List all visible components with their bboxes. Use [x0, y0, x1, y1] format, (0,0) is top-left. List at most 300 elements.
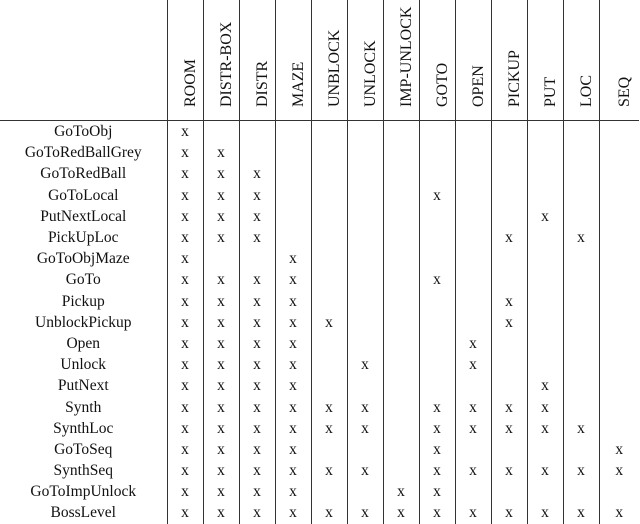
empty-cell — [203, 248, 239, 269]
empty-cell — [599, 269, 639, 290]
row-label: Open — [66, 334, 101, 352]
empty-cell — [347, 163, 383, 184]
empty-cell — [455, 142, 491, 163]
empty-cell — [527, 163, 563, 184]
empty-cell — [275, 206, 311, 227]
empty-cell — [527, 185, 563, 206]
column-header-label: DISTR — [254, 60, 271, 107]
column-header — [527, 0, 563, 121]
check-mark-cell: x — [239, 163, 275, 184]
empty-cell — [599, 163, 639, 184]
empty-cell — [383, 163, 419, 184]
table-row — [0, 396, 639, 417]
column-header-label: PUT — [542, 76, 559, 107]
column-header — [563, 0, 599, 121]
check-mark-cell: x — [491, 418, 527, 439]
check-mark-cell: x — [203, 460, 239, 481]
empty-cell — [455, 206, 491, 227]
row-label: GoToObj — [54, 123, 113, 141]
check-mark-cell: x — [239, 269, 275, 290]
check-mark-cell: x — [167, 269, 203, 290]
empty-cell — [347, 312, 383, 333]
check-mark-cell: x — [239, 460, 275, 481]
empty-cell — [599, 185, 639, 206]
column-header-label: MAZE — [290, 61, 307, 107]
table-row — [0, 163, 639, 184]
row-label: PutNext — [57, 377, 109, 395]
empty-cell — [599, 227, 639, 248]
row-label: BossLevel — [50, 504, 116, 522]
empty-cell — [455, 291, 491, 312]
check-mark-cell: x — [455, 418, 491, 439]
empty-cell — [491, 375, 527, 396]
empty-cell — [275, 185, 311, 206]
empty-cell — [527, 142, 563, 163]
check-mark-cell: x — [347, 460, 383, 481]
column-header-label: GOTO — [434, 62, 451, 107]
empty-cell — [599, 418, 639, 439]
empty-cell — [275, 121, 311, 143]
empty-cell — [563, 121, 599, 143]
row-label: SynthLoc — [53, 419, 114, 437]
empty-cell — [383, 418, 419, 439]
table-row — [0, 375, 639, 396]
empty-cell — [347, 333, 383, 354]
check-mark-cell: x — [599, 460, 639, 481]
check-mark-cell: x — [419, 269, 455, 290]
column-header — [383, 0, 419, 121]
empty-cell — [455, 481, 491, 502]
check-mark-cell: x — [491, 312, 527, 333]
empty-cell — [455, 121, 491, 143]
check-mark-cell: x — [419, 418, 455, 439]
empty-cell — [563, 333, 599, 354]
empty-cell — [599, 142, 639, 163]
check-mark-cell: x — [455, 460, 491, 481]
empty-cell — [347, 375, 383, 396]
empty-cell — [347, 121, 383, 143]
empty-cell — [383, 142, 419, 163]
empty-cell — [455, 375, 491, 396]
empty-cell — [491, 163, 527, 184]
check-mark-cell: x — [167, 460, 203, 481]
empty-cell — [383, 396, 419, 417]
check-mark-cell: x — [599, 502, 639, 523]
column-header-label: PICKUP — [506, 50, 523, 107]
row-label: GoToObjMaze — [36, 250, 130, 268]
check-mark-cell: x — [311, 312, 347, 333]
empty-cell — [347, 227, 383, 248]
empty-cell — [419, 291, 455, 312]
empty-cell — [455, 163, 491, 184]
check-mark-cell: x — [167, 291, 203, 312]
empty-cell — [419, 227, 455, 248]
check-mark-cell: x — [455, 502, 491, 523]
check-mark-cell: x — [275, 481, 311, 502]
check-mark-cell: x — [275, 354, 311, 375]
column-header — [167, 0, 203, 121]
check-mark-cell: x — [203, 206, 239, 227]
empty-cell — [383, 312, 419, 333]
empty-cell — [491, 142, 527, 163]
column-header — [311, 0, 347, 121]
empty-cell — [491, 185, 527, 206]
check-mark-cell: x — [239, 502, 275, 523]
check-mark-cell: x — [491, 460, 527, 481]
check-mark-cell: x — [275, 248, 311, 269]
table-body — [0, 121, 639, 524]
empty-cell — [383, 206, 419, 227]
check-mark-cell: x — [563, 460, 599, 481]
check-mark-cell: x — [239, 375, 275, 396]
check-mark-cell: x — [167, 142, 203, 163]
empty-cell — [383, 248, 419, 269]
empty-cell — [491, 354, 527, 375]
check-mark-cell: x — [419, 396, 455, 417]
check-mark-cell: x — [491, 396, 527, 417]
row-label: PutNextLocal — [40, 207, 127, 225]
check-mark-cell: x — [275, 502, 311, 523]
column-header — [491, 0, 527, 121]
empty-cell — [347, 481, 383, 502]
empty-cell — [563, 269, 599, 290]
empty-cell — [311, 248, 347, 269]
row-label: Pickup — [61, 292, 105, 310]
check-mark-cell: x — [167, 354, 203, 375]
check-mark-cell: x — [383, 481, 419, 502]
table-row — [0, 333, 639, 354]
table-row — [0, 439, 639, 460]
check-mark-cell: x — [527, 418, 563, 439]
check-mark-cell: x — [527, 396, 563, 417]
check-mark-cell: x — [239, 185, 275, 206]
check-mark-cell: x — [239, 354, 275, 375]
empty-cell — [347, 248, 383, 269]
row-label: SynthSeq — [53, 462, 113, 480]
check-mark-cell: x — [383, 502, 419, 523]
empty-cell — [419, 163, 455, 184]
row-label: Synth — [65, 398, 102, 416]
empty-cell — [563, 142, 599, 163]
check-mark-cell: x — [311, 502, 347, 523]
check-mark-cell: x — [239, 291, 275, 312]
empty-cell — [527, 269, 563, 290]
empty-cell — [527, 481, 563, 502]
empty-cell — [455, 227, 491, 248]
column-header-label: UNBLOCK — [326, 29, 343, 107]
column-header — [275, 0, 311, 121]
empty-cell — [383, 460, 419, 481]
check-mark-cell: x — [275, 396, 311, 417]
check-mark-cell: x — [167, 333, 203, 354]
empty-cell — [347, 291, 383, 312]
check-mark-cell: x — [347, 502, 383, 523]
empty-cell — [347, 269, 383, 290]
empty-cell — [311, 121, 347, 143]
column-header — [347, 0, 383, 121]
empty-cell — [563, 291, 599, 312]
empty-cell — [527, 248, 563, 269]
row-label: PickUpLoc — [47, 229, 119, 247]
column-header — [599, 0, 639, 121]
check-mark-cell: x — [203, 333, 239, 354]
empty-cell — [527, 227, 563, 248]
empty-cell — [455, 248, 491, 269]
check-mark-cell: x — [491, 502, 527, 523]
empty-cell — [347, 142, 383, 163]
empty-cell — [563, 481, 599, 502]
check-mark-cell: x — [167, 481, 203, 502]
check-mark-cell: x — [527, 375, 563, 396]
check-mark-cell: x — [527, 206, 563, 227]
check-mark-cell: x — [203, 481, 239, 502]
row-label: GoToLocal — [48, 186, 119, 204]
empty-cell — [275, 163, 311, 184]
empty-cell — [311, 354, 347, 375]
column-header — [239, 0, 275, 121]
empty-cell — [419, 333, 455, 354]
table-row — [0, 481, 639, 502]
column-header — [203, 0, 239, 121]
empty-cell — [383, 269, 419, 290]
check-mark-cell: x — [239, 439, 275, 460]
check-mark-cell: x — [167, 206, 203, 227]
row-label: GoToRedBall — [40, 165, 127, 183]
empty-cell — [599, 375, 639, 396]
check-mark-cell: x — [311, 460, 347, 481]
check-mark-cell: x — [203, 142, 239, 163]
empty-cell — [311, 227, 347, 248]
table-row — [0, 121, 639, 143]
check-mark-cell: x — [167, 163, 203, 184]
row-label: GoToSeq — [54, 440, 113, 458]
check-mark-cell: x — [203, 418, 239, 439]
table-row — [0, 227, 639, 248]
table-row — [0, 312, 639, 333]
check-mark-cell: x — [275, 312, 311, 333]
column-header-label: LOC — [578, 75, 595, 107]
empty-cell — [455, 185, 491, 206]
empty-cell — [419, 142, 455, 163]
check-mark-cell: x — [455, 333, 491, 354]
empty-cell — [599, 206, 639, 227]
empty-cell — [383, 333, 419, 354]
empty-cell — [491, 269, 527, 290]
check-mark-cell: x — [455, 354, 491, 375]
table-row — [0, 269, 639, 290]
check-mark-cell: x — [203, 291, 239, 312]
check-mark-cell: x — [347, 396, 383, 417]
check-mark-cell: x — [347, 418, 383, 439]
column-header — [419, 0, 455, 121]
check-mark-cell: x — [239, 312, 275, 333]
check-mark-cell: x — [563, 502, 599, 523]
check-mark-cell: x — [527, 502, 563, 523]
check-mark-cell: x — [419, 481, 455, 502]
empty-cell — [491, 439, 527, 460]
check-mark-cell: x — [167, 121, 203, 143]
empty-cell — [203, 121, 239, 143]
check-mark-cell: x — [347, 354, 383, 375]
check-mark-cell: x — [419, 460, 455, 481]
table-row — [0, 185, 639, 206]
check-mark-cell: x — [275, 460, 311, 481]
empty-cell — [275, 142, 311, 163]
check-mark-cell: x — [203, 227, 239, 248]
empty-cell — [383, 375, 419, 396]
empty-cell — [383, 291, 419, 312]
column-header-label: UNLOCK — [362, 40, 379, 107]
check-mark-cell: x — [239, 418, 275, 439]
empty-cell — [239, 142, 275, 163]
empty-cell — [491, 248, 527, 269]
check-mark-cell: x — [275, 333, 311, 354]
empty-cell — [347, 206, 383, 227]
table-row — [0, 248, 639, 269]
check-mark-cell: x — [167, 502, 203, 523]
empty-cell — [455, 312, 491, 333]
empty-cell — [383, 121, 419, 143]
column-header-label: SEQ — [616, 76, 634, 107]
check-mark-cell: x — [167, 375, 203, 396]
empty-cell — [311, 333, 347, 354]
row-label: UnblockPickup — [35, 313, 132, 331]
empty-cell — [311, 206, 347, 227]
empty-cell — [599, 333, 639, 354]
empty-cell — [599, 312, 639, 333]
column-header-label: DISTR-BOX — [218, 21, 235, 107]
column-header-label: IMP-UNLOCK — [398, 6, 415, 107]
table-row — [0, 291, 639, 312]
empty-cell — [455, 269, 491, 290]
check-mark-cell: x — [203, 163, 239, 184]
empty-cell — [491, 333, 527, 354]
empty-cell — [311, 375, 347, 396]
empty-cell — [275, 227, 311, 248]
empty-cell — [347, 185, 383, 206]
empty-cell — [311, 269, 347, 290]
table-row — [0, 206, 639, 227]
check-mark-cell: x — [239, 206, 275, 227]
table-row — [0, 418, 639, 439]
empty-cell — [455, 439, 491, 460]
empty-cell — [563, 248, 599, 269]
check-mark-cell: x — [203, 439, 239, 460]
check-mark-cell: x — [167, 312, 203, 333]
empty-cell — [527, 354, 563, 375]
row-label: GoToImpUnlock — [30, 483, 137, 501]
check-mark-cell: x — [311, 396, 347, 417]
empty-cell — [311, 291, 347, 312]
table-row — [0, 142, 639, 163]
check-mark-cell: x — [239, 481, 275, 502]
empty-cell — [491, 121, 527, 143]
check-mark-cell: x — [275, 375, 311, 396]
check-mark-cell: x — [203, 502, 239, 523]
empty-cell — [563, 206, 599, 227]
check-mark-cell: x — [491, 291, 527, 312]
empty-cell — [419, 121, 455, 143]
row-label: Unlock — [60, 356, 107, 374]
empty-cell — [311, 439, 347, 460]
check-mark-cell: x — [275, 418, 311, 439]
check-mark-cell: x — [419, 502, 455, 523]
check-mark-cell: x — [203, 269, 239, 290]
empty-cell — [239, 121, 275, 143]
check-mark-cell: x — [527, 460, 563, 481]
check-mark-cell: x — [419, 439, 455, 460]
empty-cell — [563, 396, 599, 417]
column-header — [455, 0, 491, 121]
empty-cell — [563, 185, 599, 206]
check-mark-cell: x — [239, 333, 275, 354]
empty-cell — [239, 248, 275, 269]
empty-cell — [383, 227, 419, 248]
column-header-label: OPEN — [470, 65, 487, 107]
check-mark-cell: x — [203, 354, 239, 375]
empty-cell — [311, 185, 347, 206]
empty-cell — [491, 481, 527, 502]
empty-cell — [599, 121, 639, 143]
empty-cell — [527, 333, 563, 354]
empty-cell — [563, 312, 599, 333]
check-mark-cell: x — [239, 227, 275, 248]
empty-cell — [419, 354, 455, 375]
empty-cell — [527, 291, 563, 312]
header-corner — [0, 0, 167, 121]
empty-cell — [383, 439, 419, 460]
check-mark-cell: x — [203, 375, 239, 396]
check-mark-cell: x — [563, 418, 599, 439]
check-mark-cell: x — [167, 185, 203, 206]
check-mark-cell: x — [203, 185, 239, 206]
empty-cell — [563, 439, 599, 460]
empty-cell — [419, 312, 455, 333]
empty-cell — [419, 375, 455, 396]
empty-cell — [383, 185, 419, 206]
empty-cell — [527, 439, 563, 460]
check-mark-cell: x — [275, 269, 311, 290]
check-mark-cell: x — [239, 396, 275, 417]
header-row — [0, 0, 639, 121]
empty-cell — [563, 375, 599, 396]
empty-cell — [419, 248, 455, 269]
check-mark-cell: x — [275, 291, 311, 312]
empty-cell — [347, 439, 383, 460]
empty-cell — [563, 354, 599, 375]
check-mark-cell: x — [419, 185, 455, 206]
row-label: GoTo — [65, 271, 101, 289]
empty-cell — [599, 354, 639, 375]
check-mark-cell: x — [311, 418, 347, 439]
empty-cell — [311, 142, 347, 163]
empty-cell — [599, 248, 639, 269]
check-mark-cell: x — [203, 312, 239, 333]
check-mark-cell: x — [167, 418, 203, 439]
empty-cell — [563, 163, 599, 184]
empty-cell — [527, 312, 563, 333]
check-mark-cell: x — [491, 227, 527, 248]
empty-cell — [311, 481, 347, 502]
empty-cell — [599, 481, 639, 502]
check-mark-cell: x — [563, 227, 599, 248]
column-header-label: ROOM — [182, 58, 199, 107]
check-mark-cell: x — [167, 439, 203, 460]
table-row — [0, 460, 639, 481]
empty-cell — [311, 163, 347, 184]
table-row — [0, 502, 639, 523]
check-mark-cell: x — [203, 396, 239, 417]
